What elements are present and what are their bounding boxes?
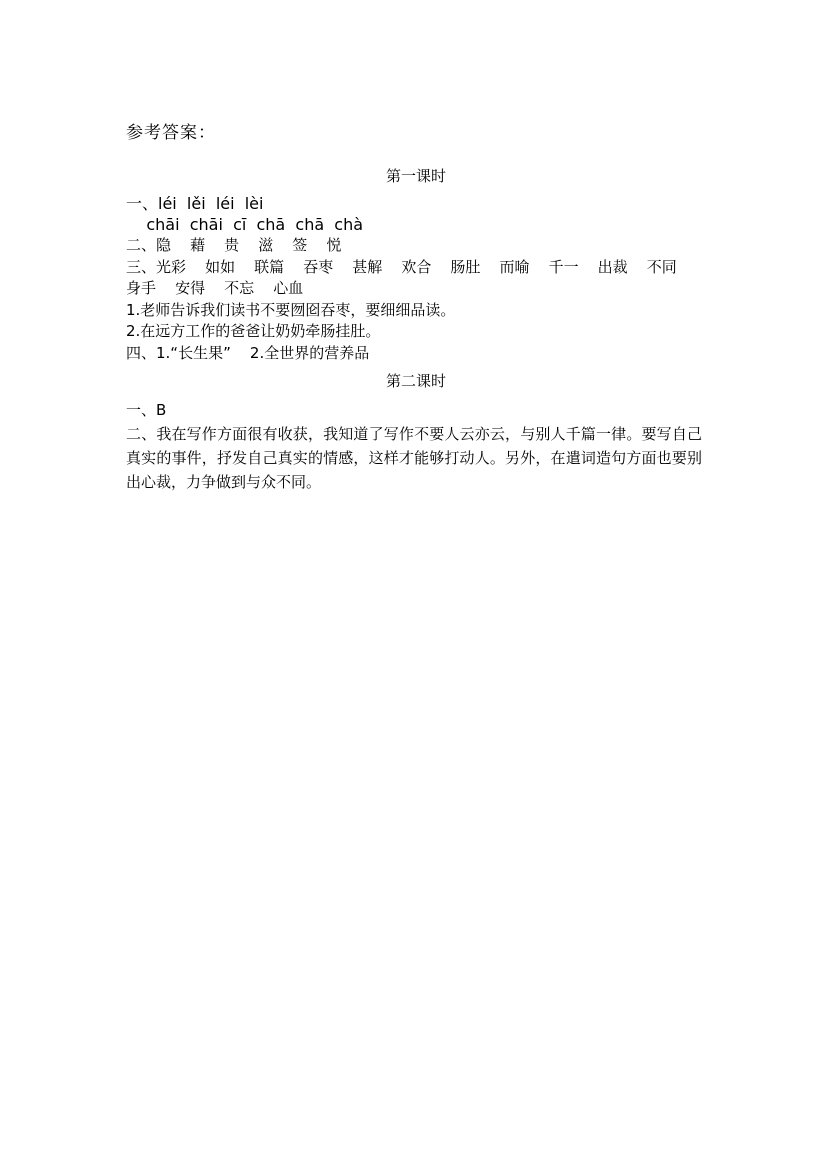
lesson-1-sentence-2: 2.在远方工作的爸爸让奶奶牵肠挂肚。: [126, 322, 381, 340]
lesson-1-question-2: 二、隐 藉 贵 滋 签 悦: [126, 236, 342, 254]
lesson-1-question-4: 四、1.“长生果” 2.全世界的营养品: [126, 343, 370, 362]
lesson-1-sentence-1: 1.老师告诉我们读书不要囫囵吞枣，要细细品读。: [126, 300, 456, 319]
lesson-1-question-1-line-1: 一、léi lěi léi lèi: [126, 194, 264, 213]
lesson-2-question-2: 二、我在写作方面很有收获，我知道了写作不要人云亦云，与别人千篇一律。要写自己真实的事件，抒发自己真实的情感，这样才能够打动人。另外，在遣词造句方面也要别出心裁，力争做到与众不同。: [126, 424, 702, 491]
document-title: 参考答案：: [126, 123, 216, 143]
answer-key-content: [126, 120, 706, 494]
lesson-1-heading: 第一课时: [385, 167, 446, 185]
lesson-2-question-1: 一、B: [126, 401, 167, 419]
lesson-1-question-3-line-1: 三、光彩 如如 联篇 吞枣 甚解 欢合 肠肚 而喻 千一 出裁 不同: [126, 257, 677, 276]
lesson-1-question-3-line-2: 身手 安得 不忘 心血: [126, 279, 304, 297]
lesson-2-heading: 第二课时: [385, 372, 446, 390]
lesson-1-question-1-line-2: chāi chāi cī chā chā chà: [126, 215, 364, 234]
